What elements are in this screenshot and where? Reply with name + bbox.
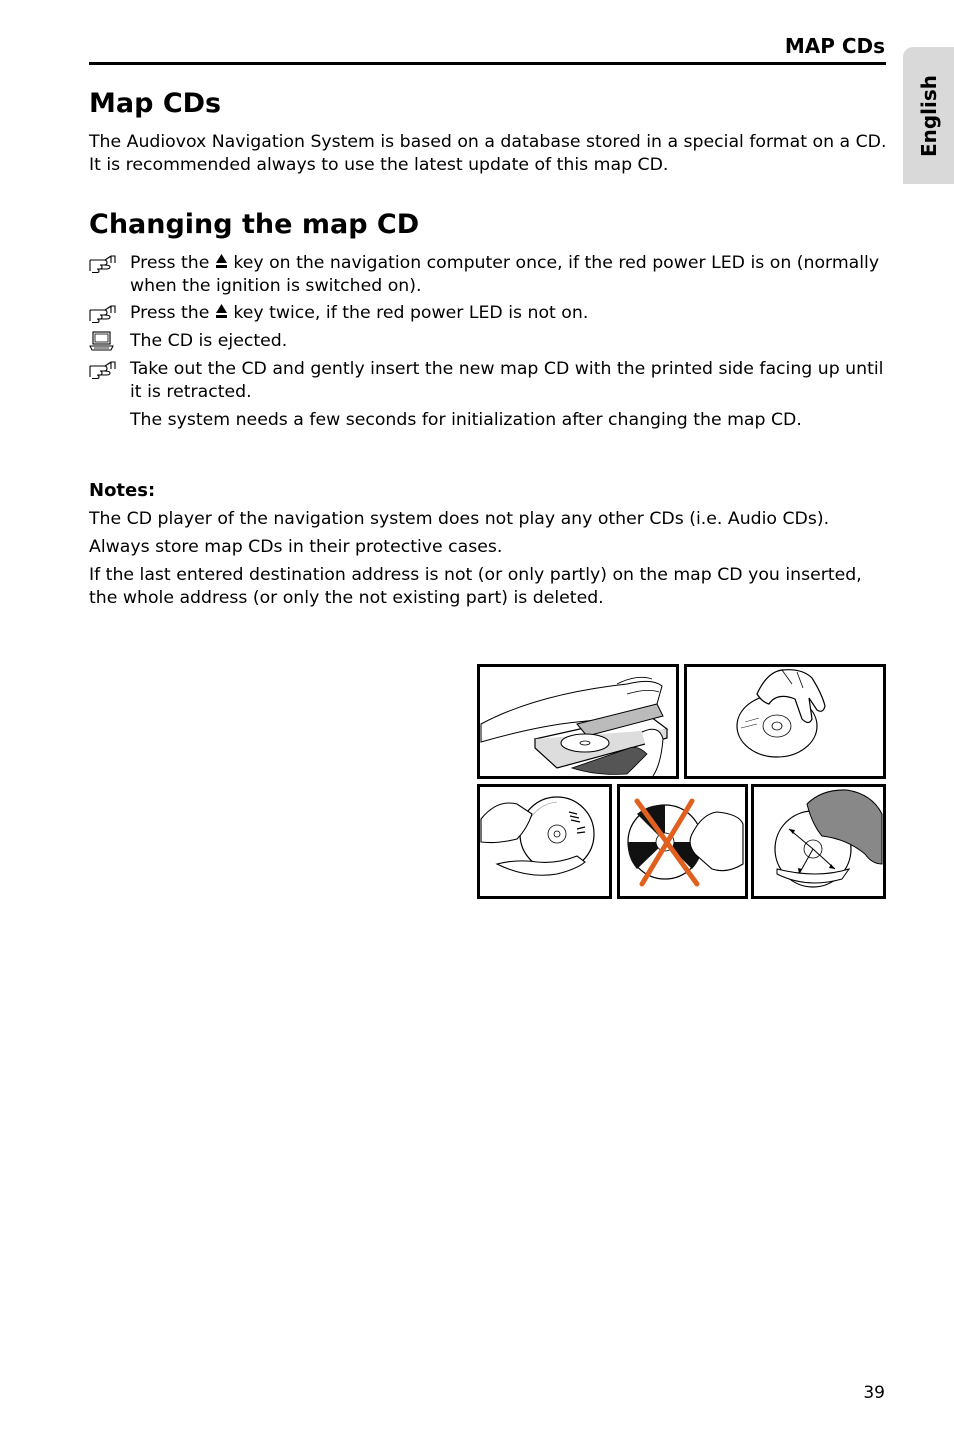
note-2: Always store map CDs in their protective cases. — [89, 537, 503, 557]
section-title-map-cds: Map CDs — [89, 88, 222, 119]
step-followup-text: The system needs a few seconds for initialization after changing the map CD. — [130, 410, 802, 430]
step-2-text-after: key twice, if the red power LED is not on. — [227, 303, 589, 323]
step-1-text-before: Press the — [130, 253, 215, 273]
step-4-text: Take out the CD and gently insert the new map CD with the printed side facing up until it is retracted. — [130, 359, 884, 402]
section-title-changing-map-cd: Changing the map CD — [89, 209, 420, 240]
cd-handling-illustrations — [477, 664, 886, 899]
step-1 — [89, 252, 889, 298]
language-tab-label: English — [916, 74, 941, 157]
step-2 — [89, 302, 889, 325]
page-number: 39 — [863, 1383, 885, 1403]
computer-icon — [89, 331, 117, 351]
panel-do-not-touch — [619, 786, 747, 898]
pointing-hand-icon — [89, 303, 117, 323]
panel-hold-cd-edge — [686, 666, 885, 778]
note-1: The CD player of the navigation system does not play any other CDs (i.e. Audio CDs). — [89, 509, 830, 529]
running-header: MAP CDs — [784, 34, 885, 58]
step-2-text-before: Press the — [130, 303, 215, 323]
notes-label: Notes: — [89, 480, 156, 501]
step-4 — [89, 358, 889, 404]
step-followup — [89, 409, 889, 432]
pointing-hand-icon — [89, 359, 117, 379]
header-rule — [89, 62, 886, 65]
eject-key-icon — [215, 253, 228, 269]
step-1-text-after: key on the navigation computer once, if the red power LED is on (normally when the ignition is switched on). — [130, 253, 880, 296]
panel-clean-cd — [753, 786, 885, 898]
panel-insert-cd — [479, 666, 678, 778]
panel-hold-cd-label — [479, 786, 611, 898]
language-tab — [903, 47, 954, 184]
pointing-hand-icon — [89, 253, 117, 273]
eject-key-icon — [215, 303, 228, 319]
intro-paragraph: The Audiovox Navigation System is based on a database stored in a special format on a CD. It is recommended always to use the latest update of this map CD. — [89, 132, 887, 175]
step-3-text: The CD is ejected. — [130, 331, 288, 351]
note-3: If the last entered destination address is not (or only partly) on the map CD you inserted, the whole address (or only the not existing part) is deleted. — [89, 565, 862, 608]
step-3 — [89, 330, 889, 353]
